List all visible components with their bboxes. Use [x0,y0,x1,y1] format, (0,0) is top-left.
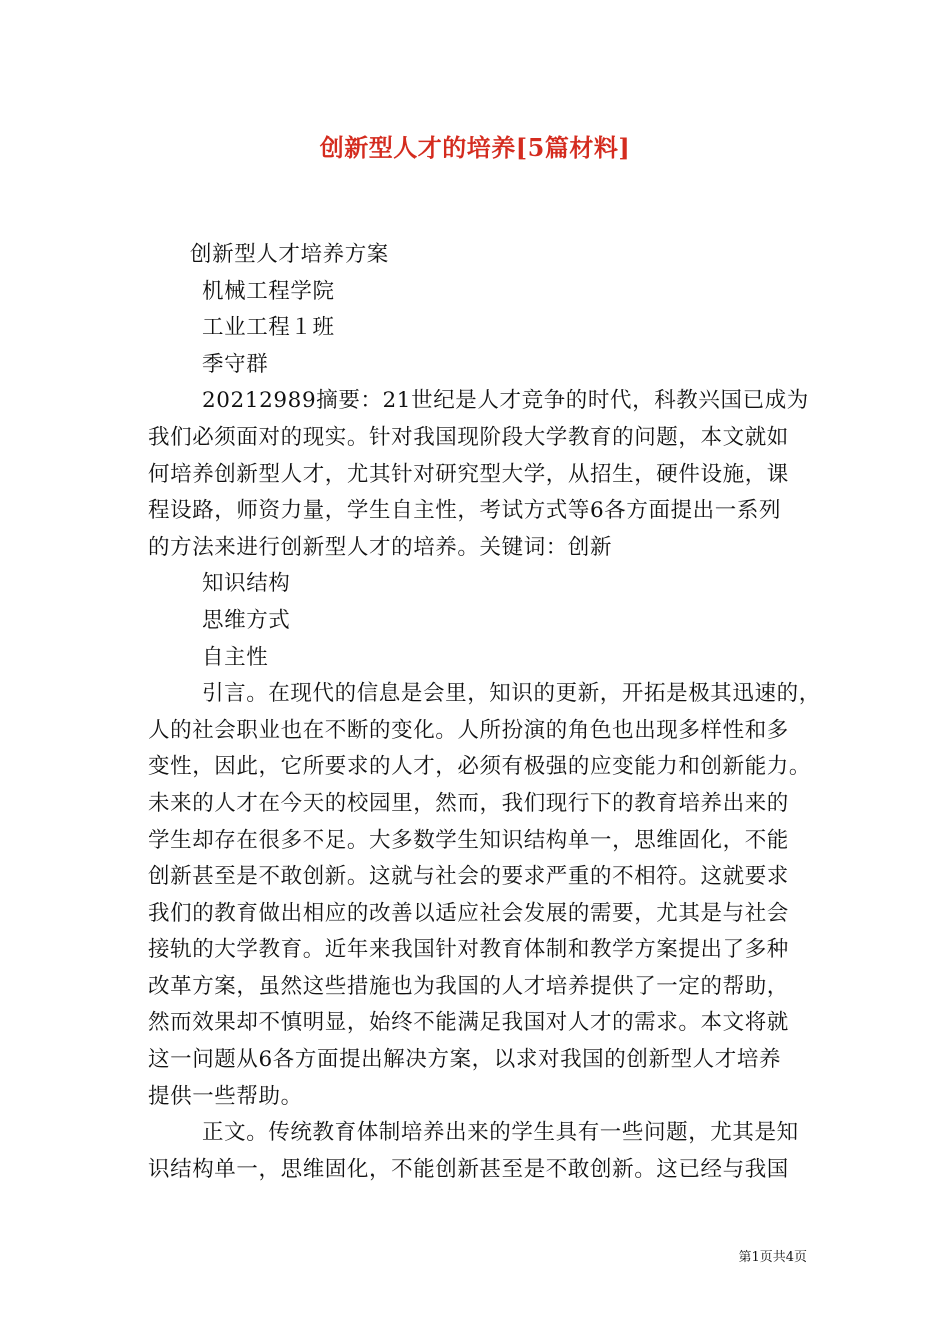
text-line: 工业工程１班 [202,315,335,341]
text-line: 知识结构 [202,571,291,597]
text-line: 我们必须面对的现实。针对我国现阶段大学教育的问题，本文就如 [148,424,789,450]
text-line: 人的社会职业也在不断的变化。人所扮演的角色也出现多样性和多 [148,717,789,743]
text-line: 的方法来进行创新型人才的培养。关键词：创新 [148,534,613,560]
text-line: 自主性 [202,644,269,670]
text-line: 引言。在现代的信息是会里，知识的更新，开拓是极其迅速的， [202,681,821,707]
document-title: 创新型人才的培养[5篇材料] [319,133,631,162]
text-line: 创新甚至是不敢创新。这就与社会的要求严重的不相符。这就要求 [148,864,789,890]
text-line: 学生却存在很多不足。大多数学生知识结构单一，思维固化，不能 [148,827,789,853]
text-line: 识结构单一，思维固化，不能创新甚至是不敢创新。这已经与我国 [148,1156,789,1182]
text-line: 正文。传统教育体制培养出来的学生具有一些问题，尤其是知 [202,1120,799,1146]
text-line: 程设路，师资力量，学生自主性，考试方式等6各方面提出一系列 [148,498,782,524]
text-line: 我们的教育做出相应的改善以适应社会发展的需要，尤其是与社会 [148,900,789,926]
text-line: 这一问题从6各方面提出解决方案，以求对我国的创新型人才培养 [148,1047,782,1073]
text-line: 接轨的大学教育。近年来我国针对教育体制和教学方案提出了多种 [148,937,789,963]
text-line: 创新型人才培养方案 [190,242,389,267]
text-line: 变性，因此，它所要求的人才，必须有极强的应变能力和创新能力。 [148,754,812,780]
text-line: 未来的人才在今天的校园里，然而，我们现行下的教育培养出来的 [148,790,789,816]
text-line: 季守群 [202,351,269,377]
page-number: 第1页共4页 [738,1250,807,1265]
text-line: 改革方案，虽然这些措施也为我国的人才培养提供了一定的帮助， [148,973,789,999]
text-line: 何培养创新型人才，尤其针对研究型大学，从招生，硬件设施，课 [148,461,789,487]
text-line: 20212989摘要：21世纪是人才竞争的时代，科教兴国已成为 [202,388,809,414]
text-line: 然而效果却不慎明显，始终不能满足我国对人才的需求。本文将就 [148,1010,789,1036]
text-line: 机械工程学院 [202,278,335,304]
text-line: 思维方式 [202,607,291,633]
document-body [148,237,821,1188]
text-line: 提供一些帮助。 [148,1083,303,1109]
